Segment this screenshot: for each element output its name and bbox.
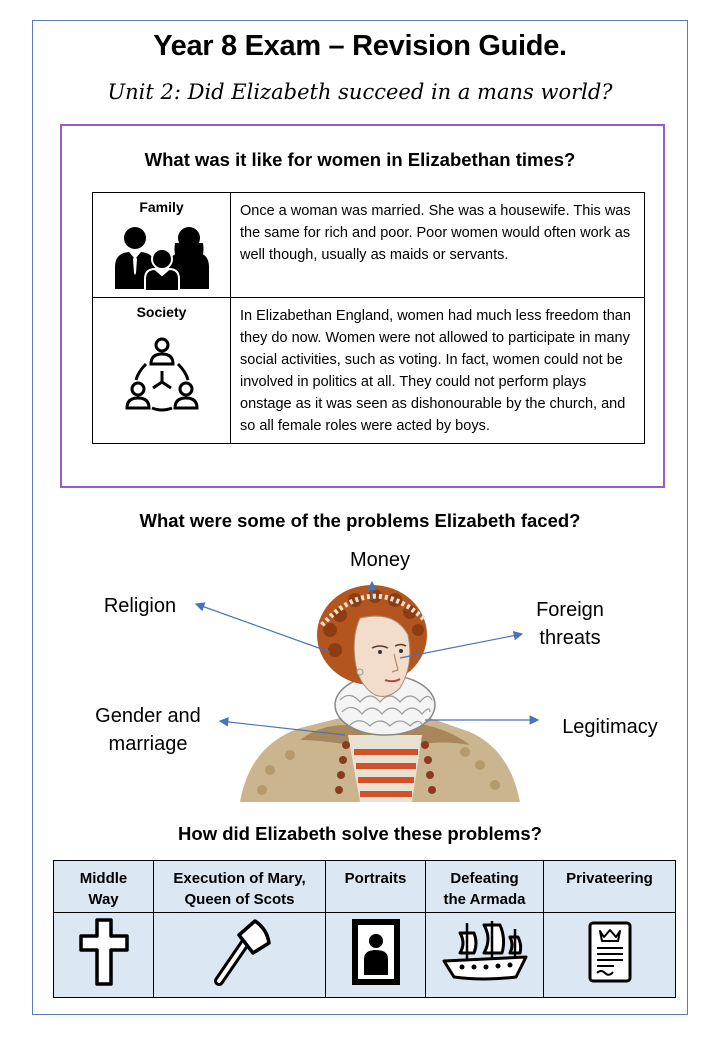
society-label-cell — [93, 298, 231, 444]
table-row — [54, 861, 676, 913]
solutions-table — [53, 860, 676, 998]
problem-foreign-threats — [520, 596, 620, 652]
table-row — [54, 913, 676, 998]
cross-icon-cell — [54, 913, 154, 998]
cross-icon — [76, 917, 132, 987]
solution-privateering — [544, 861, 676, 913]
problem-legitimacy: Legitimacy — [562, 716, 658, 738]
problem-gender-line1: Gender and — [95, 705, 201, 727]
women-section-heading: What was it like for women in Elizabethan times? — [144, 149, 576, 170]
solution-execution-mary — [154, 861, 326, 913]
society-text: In Elizabethan England, women had much less freedom than they do now. Women were not allowed to participate in many social activities, such as voting. In fact, women could not be involved in politics at all. They could not perform plays onstage as it was seen as dishonourable by the church, and so all female roles were acted by boys. — [231, 298, 645, 444]
problem-foreign-line2: threats — [539, 627, 601, 649]
queen-elizabeth-portrait — [0, 540, 720, 810]
ship-icon-cell — [426, 913, 544, 998]
solution-label-line1: Defeating — [450, 870, 519, 887]
family-icon — [107, 221, 217, 291]
axe-icon — [205, 917, 275, 987]
solution-label-line2: Queen of Scots — [184, 891, 295, 908]
problems-mindmap — [0, 540, 720, 810]
family-label: Family — [139, 199, 184, 215]
problem-gender-line2: marriage — [108, 733, 188, 755]
table-row — [93, 298, 645, 444]
page-title: Year 8 Exam – Revision Guide. — [153, 30, 567, 62]
solution-label-line1: Middle — [79, 870, 128, 887]
axe-icon-cell — [154, 913, 326, 998]
society-label: Society — [136, 304, 187, 320]
society-network-icon — [122, 334, 202, 414]
problems-section-heading: What were some of the problems Elizabeth faced? — [139, 510, 581, 531]
page-subtitle: Unit 2: Did Elizabeth succeed in a mans world? — [107, 80, 613, 104]
solution-portraits — [326, 861, 426, 913]
charter-icon-cell — [544, 913, 676, 998]
solution-middle-way — [54, 861, 154, 913]
problem-religion: Religion — [103, 595, 177, 617]
problem-foreign-line1: Foreign — [536, 599, 604, 621]
solution-label-line1: Execution of Mary, — [173, 870, 306, 887]
family-label-cell — [93, 193, 231, 298]
solutions-section-heading: How did Elizabeth solve these problems? — [178, 823, 542, 844]
portrait-icon-cell — [326, 913, 426, 998]
solution-label-line2: Way — [88, 891, 119, 908]
problem-money: Money — [349, 549, 411, 571]
solution-label-line1: Privateering — [566, 870, 653, 887]
solution-label-line1: Portraits — [344, 870, 407, 887]
problem-gender-marriage — [80, 702, 216, 758]
family-text: Once a woman was married. She was a housewife. This was the same for rich and poor. Poor women would often work as well though, usually as maids or servants. — [231, 193, 645, 298]
women-table — [92, 192, 645, 444]
portrait-frame-icon — [350, 917, 402, 987]
table-row — [93, 193, 645, 298]
solution-defeating-armada — [426, 861, 544, 913]
solution-label-line2: the Armada — [443, 891, 526, 908]
royal-charter-document-icon — [584, 919, 636, 985]
galleon-ship-icon — [440, 919, 530, 985]
